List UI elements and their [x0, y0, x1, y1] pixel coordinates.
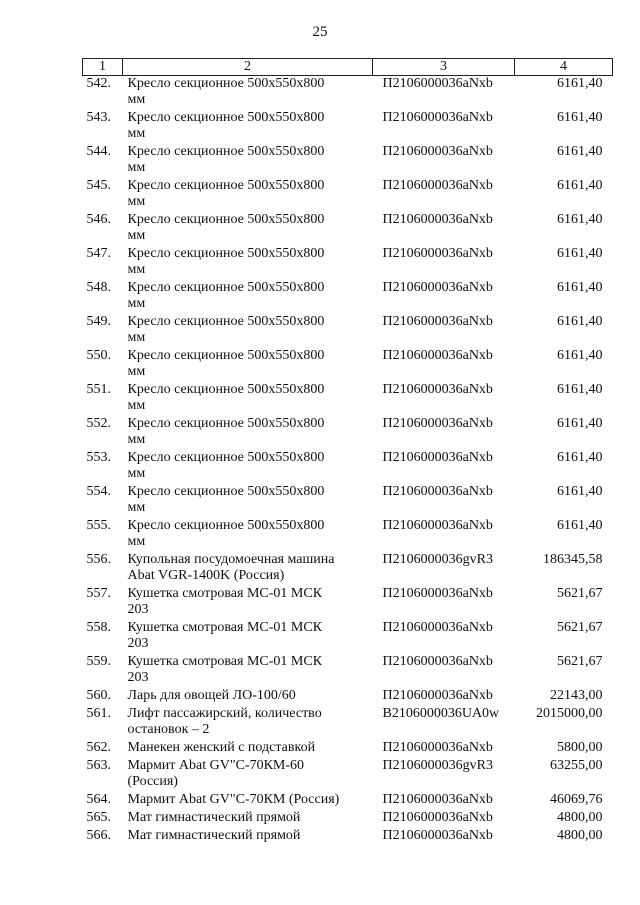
item-name-cell: [123, 828, 373, 846]
item-name-continuation: мм: [127, 92, 146, 107]
inventory-code: П2106000036aNxb: [382, 314, 493, 329]
inventory-code: П2106000036aNxb: [382, 620, 493, 635]
inventory-code: П2106000036aNxb: [382, 110, 493, 125]
table-row: [83, 706, 613, 740]
table-row: [83, 450, 613, 484]
table-row: [83, 144, 613, 178]
item-price: 6161,40: [557, 348, 603, 363]
item-name: Кресло секционное 500х550х800: [127, 450, 325, 465]
row-number: 563.: [86, 758, 111, 773]
inventory-code: П2106000036aNxb: [382, 586, 493, 601]
item-price: 63255,00: [550, 758, 603, 773]
item-name-cell: [123, 450, 373, 484]
row-number: 551.: [86, 382, 111, 397]
item-name-cell: [123, 654, 373, 688]
row-number: 565.: [86, 810, 111, 825]
row-number: 550.: [86, 348, 111, 363]
inventory-code: В2106000036UA0w: [382, 706, 500, 721]
inventory-code: П2106000036aNxb: [382, 280, 493, 295]
item-price: 46069,76: [550, 792, 603, 807]
row-number: 548.: [86, 280, 111, 295]
item-name-cell: [123, 792, 373, 810]
table-row: [83, 518, 613, 552]
inventory-code: П2106000036aNxb: [382, 76, 493, 91]
item-name: Кресло секционное 500х550х800: [127, 144, 325, 159]
row-number: 549.: [86, 314, 111, 329]
item-name: Кушетка смотровая МС-01 МСК: [127, 586, 323, 601]
item-name: Мармит Abat GV"C-70КМ (Россия): [127, 792, 340, 807]
row-number: 556.: [86, 552, 111, 567]
row-number: 553.: [86, 450, 111, 465]
item-name: Ларь для овощей ЛО-100/60: [127, 688, 296, 703]
table-row: [83, 178, 613, 212]
item-price: 6161,40: [557, 484, 603, 499]
item-name-cell: [123, 314, 373, 348]
row-number: 544.: [86, 144, 111, 159]
inventory-code: П2106000036aNxb: [382, 688, 493, 703]
table-row: [83, 212, 613, 246]
item-price: 5621,67: [557, 586, 603, 601]
item-price: 6161,40: [557, 518, 603, 533]
table-row: [83, 280, 613, 314]
item-name: Лифт пассажирский, количество: [127, 706, 322, 721]
table-row: [83, 110, 613, 144]
inventory-code: П2106000036aNxb: [382, 518, 493, 533]
item-name-cell: [123, 246, 373, 280]
item-price: 6161,40: [557, 382, 603, 397]
inventory-code: П2106000036aNxb: [382, 484, 493, 499]
item-name: Кресло секционное 500х550х800: [127, 416, 325, 431]
row-number: 557.: [86, 586, 111, 601]
inventory-code: П2106000036aNxb: [382, 450, 493, 465]
item-name: Кушетка смотровая МС-01 МСК: [127, 654, 323, 669]
item-name-continuation: мм: [127, 262, 146, 277]
item-name-continuation: мм: [127, 330, 146, 345]
item-price: 6161,40: [557, 416, 603, 431]
item-name-cell: [123, 758, 373, 792]
table-row: [83, 76, 613, 111]
item-name-continuation: мм: [127, 500, 146, 515]
item-name-continuation: мм: [127, 126, 146, 141]
table-row: [83, 810, 613, 828]
item-name-continuation: мм: [127, 398, 146, 413]
item-name-continuation: 203: [127, 636, 149, 651]
inventory-code: П2106000036aNxb: [382, 810, 493, 825]
inventory-code: П2106000036aNxb: [382, 212, 493, 227]
item-name: Манекен женский с подставкой: [127, 740, 316, 755]
item-name-cell: [123, 178, 373, 212]
item-name: Кушетка смотровая МС-01 МСК: [127, 620, 323, 635]
item-name-continuation: мм: [127, 296, 146, 311]
item-price: 6161,40: [557, 450, 603, 465]
row-number: 558.: [86, 620, 111, 635]
item-name-cell: [123, 740, 373, 758]
row-number: 561.: [86, 706, 111, 721]
item-name-cell: [123, 382, 373, 416]
item-name-continuation: (Россия): [127, 774, 178, 789]
item-name-cell: [123, 416, 373, 450]
table-row: [83, 828, 613, 846]
item-name: Кресло секционное 500х550х800: [127, 110, 325, 125]
item-name: Кресло секционное 500х550х800: [127, 212, 325, 227]
item-name-continuation: мм: [127, 194, 146, 209]
column-header: 1: [83, 59, 123, 76]
item-name: Кресло секционное 500х550х800: [127, 382, 325, 397]
table-row: [83, 586, 613, 620]
inventory-code: П2106000036aNxb: [382, 828, 493, 843]
item-name-continuation: мм: [127, 432, 146, 447]
inventory-code: П2106000036gvR3: [382, 758, 493, 773]
inventory-code: П2106000036aNxb: [382, 792, 493, 807]
item-price: 4800,00: [557, 828, 603, 843]
row-number: 559.: [86, 654, 111, 669]
item-price: 5621,67: [557, 654, 603, 669]
inventory-code: П2106000036aNxb: [382, 416, 493, 431]
row-number: 564.: [86, 792, 111, 807]
item-price: 4800,00: [557, 810, 603, 825]
inventory-code: П2106000036aNxb: [382, 740, 493, 755]
item-price: 5800,00: [557, 740, 603, 755]
item-name-cell: [123, 620, 373, 654]
item-name-continuation: 203: [127, 602, 149, 617]
item-name-cell: [123, 484, 373, 518]
item-name: Купольная посудомоечная машина: [127, 552, 335, 567]
item-name: Кресло секционное 500х550х800: [127, 178, 325, 193]
item-name: Кресло секционное 500х550х800: [127, 518, 325, 533]
inventory-code: П2106000036aNxb: [382, 246, 493, 261]
table-header-row: [83, 59, 613, 76]
table-row: [83, 688, 613, 706]
row-number: 566.: [86, 828, 111, 843]
item-name: Кресло секционное 500х550х800: [127, 314, 325, 329]
table-row: [83, 246, 613, 280]
item-name-continuation: мм: [127, 466, 146, 481]
inventory-code: П2106000036aNxb: [382, 144, 493, 159]
item-price: 6161,40: [557, 76, 603, 91]
item-name-continuation: остановок – 2: [127, 722, 210, 737]
column-header: 3: [373, 59, 515, 76]
item-price: 6161,40: [557, 280, 603, 295]
row-number: 562.: [86, 740, 111, 755]
table-row: [83, 552, 613, 586]
item-price: 22143,00: [550, 688, 603, 703]
item-price: 6161,40: [557, 246, 603, 261]
table-row: [83, 654, 613, 688]
item-name-cell: [123, 688, 373, 706]
item-name: Кресло секционное 500х550х800: [127, 280, 325, 295]
item-name-cell: [123, 212, 373, 246]
item-name-cell: [123, 76, 373, 111]
item-name-cell: [123, 586, 373, 620]
item-name-continuation: мм: [127, 534, 146, 549]
row-number: 560.: [86, 688, 111, 703]
column-header: 2: [123, 59, 373, 76]
item-price: 2015000,00: [536, 706, 603, 721]
item-name: Мат гимнастический прямой: [127, 828, 301, 843]
inventory-code: П2106000036aNxb: [382, 178, 493, 193]
table-row: [83, 740, 613, 758]
page-number: 25: [312, 24, 328, 40]
item-price: 6161,40: [557, 212, 603, 227]
item-name: Мат гимнастический прямой: [127, 810, 301, 825]
item-price: 5621,67: [557, 620, 603, 635]
item-name-cell: [123, 810, 373, 828]
item-name-cell: [123, 110, 373, 144]
table-row: [83, 758, 613, 792]
table-row: [83, 620, 613, 654]
table-row: [83, 348, 613, 382]
row-number: 543.: [86, 110, 111, 125]
table-row: [83, 792, 613, 810]
table-row: [83, 314, 613, 348]
column-header: 4: [515, 59, 613, 76]
item-name-cell: [123, 518, 373, 552]
row-number: 545.: [86, 178, 111, 193]
inventory-code: П2106000036aNxb: [382, 654, 493, 669]
item-name: Кресло секционное 500х550х800: [127, 348, 325, 363]
table-row: [83, 382, 613, 416]
inventory-code: П2106000036gvR3: [382, 552, 493, 567]
inventory-code: П2106000036aNxb: [382, 382, 493, 397]
item-name-continuation: 203: [127, 670, 149, 685]
inventory-code: П2106000036aNxb: [382, 348, 493, 363]
item-name-continuation: мм: [127, 364, 146, 379]
item-price: 6161,40: [557, 110, 603, 125]
item-name-cell: [123, 348, 373, 382]
item-name-continuation: мм: [127, 160, 146, 175]
table-row: [83, 416, 613, 450]
item-price: 6161,40: [557, 144, 603, 159]
item-name-cell: [123, 280, 373, 314]
item-price: 6161,40: [557, 178, 603, 193]
item-price: 186345,58: [543, 552, 603, 567]
item-name: Кресло секционное 500х550х800: [127, 246, 325, 261]
item-name: Кресло секционное 500х550х800: [127, 76, 325, 91]
row-number: 546.: [86, 212, 111, 227]
row-number: 542.: [86, 76, 111, 91]
item-price: 6161,40: [557, 314, 603, 329]
table-row: [83, 484, 613, 518]
row-number: 547.: [86, 246, 111, 261]
item-name-cell: [123, 144, 373, 178]
item-name-continuation: мм: [127, 228, 146, 243]
inventory-table: [82, 58, 613, 846]
row-number: 552.: [86, 416, 111, 431]
item-name-continuation: Abat VGR-1400K (Россия): [127, 568, 285, 583]
row-number: 555.: [86, 518, 111, 533]
row-number: 554.: [86, 484, 111, 499]
item-name: Кресло секционное 500х550х800: [127, 484, 325, 499]
item-name-cell: [123, 552, 373, 586]
item-name-cell: [123, 706, 373, 740]
item-name: Мармит Abat GV"C-70КМ-60: [127, 758, 305, 773]
table-body: [83, 76, 613, 847]
